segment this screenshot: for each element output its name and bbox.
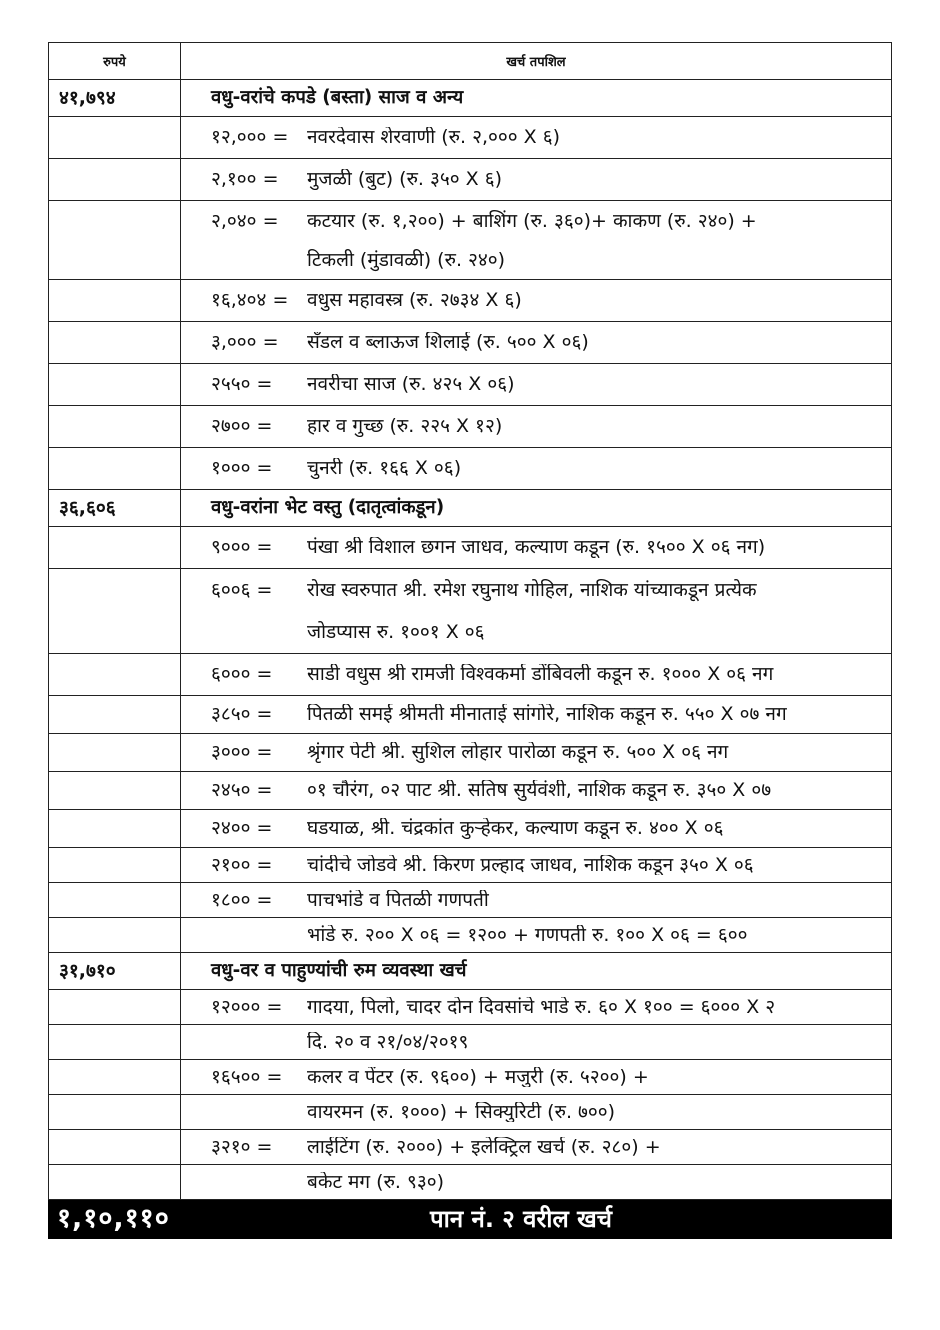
table-row xyxy=(49,772,892,810)
item-amount: २,०४० = xyxy=(211,209,279,232)
item-desc: कटयार (रु. १,२००) + बाशिंग (रु. ३६०)+ काकण (रु. २४०) + xyxy=(307,209,757,232)
table-row xyxy=(49,734,892,772)
item-amount: ३८५० = xyxy=(211,704,273,725)
item-desc-continued: भांडे रु. २०० X ०६ = १२०० + गणपती रु. १०० X ०६ = ६०० xyxy=(307,924,748,946)
item-amount: ३००० = xyxy=(211,742,273,763)
item-amount: ३२१० = xyxy=(211,1136,273,1158)
grand-total-label: पान नं. २ वरील खर्च xyxy=(181,1200,892,1239)
section-title: वधु-वर व पाहुण्यांची रुम व्यवस्था खर्च xyxy=(181,953,892,990)
table-row xyxy=(49,883,892,918)
item-amount: ९००० = xyxy=(211,537,273,558)
item-amount: ३,००० = xyxy=(211,332,279,353)
item-desc-continued: दि. २० व २१/०४/२०१९ xyxy=(307,1031,469,1053)
item-desc-continued: टिकली (मुंडावळी) (रु. २४०) xyxy=(307,248,506,271)
item-amount: २१०० = xyxy=(211,854,273,876)
item-amount: २४५० = xyxy=(211,780,273,801)
table-row xyxy=(49,1060,892,1095)
expense-table xyxy=(48,42,892,1239)
item-desc-continued: बकेट मग (रु. ९३०) xyxy=(307,1171,445,1193)
section-total: ४१,७९४ xyxy=(49,80,181,117)
item-desc: ०१ चौरंग, ०२ पाट श्री. सतिष सुर्यवंशी, नाशिक कडून रु. ३५० X ०७ xyxy=(307,780,772,801)
item-amount: १६,४०४ = xyxy=(211,290,289,311)
grand-total-amount: १,१०,११० xyxy=(49,1200,181,1239)
table-row xyxy=(49,448,892,490)
item-desc: पितळी समई श्रीमती मीनाताई सांगोरे, नाशिक कडून रु. ५५० X ०७ नग xyxy=(307,704,787,725)
table-row xyxy=(49,527,892,569)
grand-total-row xyxy=(49,1200,892,1239)
item-amount: २,१०० = xyxy=(211,169,279,190)
expense-sheet xyxy=(48,42,891,1239)
section-total: ३६,६०६ xyxy=(49,490,181,527)
item-amount: ६००० = xyxy=(211,664,273,685)
item-desc: लाईटिंग (रु. २०००) + इलेक्ट्रिल खर्च (रु. २८०) + xyxy=(307,1136,661,1158)
table-row xyxy=(49,1095,892,1130)
table-row xyxy=(49,1130,892,1165)
section-total: ३१,७१० xyxy=(49,953,181,990)
table-row xyxy=(49,848,892,883)
item-amount: १८०० = xyxy=(211,889,273,911)
table-row xyxy=(49,918,892,953)
item-desc: वधुस महावस्त्र (रु. २७३४ X ६) xyxy=(307,290,522,311)
item-desc: रोख स्वरुपात श्री. रमेश रघुनाथ गोहिल, नाशिक यांच्याकडून प्रत्येक xyxy=(307,578,757,601)
item-amount: १२००० = xyxy=(211,996,283,1018)
item-desc: नवरीचा साज (रु. ४२५ X ०६) xyxy=(307,374,515,395)
section-title: वधु-वरांचे कपडे (बस्ता) साज व अन्य xyxy=(181,80,892,117)
item-desc: चांदीचे जोडवे श्री. किरण प्रल्हाद जाधव, नाशिक कडून ३५० X ०६ xyxy=(307,854,754,876)
item-desc: घडयाळ, श्री. चंद्रकांत कुऱ्हेकर, कल्याण कडून रु. ४०० X ०६ xyxy=(307,818,724,839)
item-desc: सँडल व ब्लाऊज शिलाई (रु. ५०० X ०६) xyxy=(307,332,589,353)
item-desc: पाचभांडे व पितळी गणपती xyxy=(307,889,489,911)
header-amount: रुपये xyxy=(49,43,181,80)
section-title: वधु-वरांना भेट वस्तु (दातृत्वांकडून) xyxy=(181,490,892,527)
item-desc: मुजळी (बुट) (रु. ३५० X ६) xyxy=(307,169,503,190)
item-desc: नवरदेवास शेरवाणी (रु. २,००० X ६) xyxy=(307,127,561,148)
table-row xyxy=(49,364,892,406)
item-desc: कलर व पेंटर (रु. ९६००) + मजुरी (रु. ५२००) + xyxy=(307,1066,649,1088)
section-heading-row xyxy=(49,490,892,527)
item-desc: चुनरी (रु. १६६ X ०६) xyxy=(307,458,462,479)
item-desc: हार व गुच्छ (रु. २२५ X १२) xyxy=(307,416,503,437)
table-row xyxy=(49,696,892,734)
table-row xyxy=(49,1165,892,1200)
table-row xyxy=(49,280,892,322)
table-row xyxy=(49,569,892,654)
item-desc: पंखा श्री विशाल छगन जाधव, कल्याण कडून (रु. १५०० X ०६ नग) xyxy=(307,537,766,558)
table-row xyxy=(49,1025,892,1060)
item-desc-continued: जोडप्यास रु. १००१ X ०६ xyxy=(307,620,485,643)
item-amount: २५५० = xyxy=(211,374,273,395)
table-row xyxy=(49,322,892,364)
item-desc: गादया, पिलो, चादर दोन दिवसांचे भाडे रु. ६० X १०० = ६००० X २ xyxy=(307,996,776,1018)
item-amount: ६००६ = xyxy=(211,578,273,601)
header-details: खर्च तपशिल xyxy=(181,43,892,80)
item-amount: २७०० = xyxy=(211,416,273,437)
table-row xyxy=(49,159,892,201)
item-amount: १००० = xyxy=(211,458,273,479)
table-row xyxy=(49,654,892,696)
table-header-row xyxy=(49,43,892,80)
section-heading-row xyxy=(49,80,892,117)
item-amount: १२,००० = xyxy=(211,127,289,148)
item-amount: २४०० = xyxy=(211,818,273,839)
table-row xyxy=(49,810,892,848)
table-row xyxy=(49,117,892,159)
item-desc-continued: वायरमन (रु. १०००) + सिक्युरिटी (रु. ७००) xyxy=(307,1101,616,1123)
table-row xyxy=(49,201,892,280)
item-desc: साडी वधुस श्री रामजी विश्वकर्मा डोंबिवली कडून रु. १००० X ०६ नग xyxy=(307,664,774,685)
section-heading-row xyxy=(49,953,892,990)
item-desc: श्रृंगार पेटी श्री. सुशिल लोहार पारोळा कडून रु. ५०० X ०६ नग xyxy=(307,742,729,763)
table-row xyxy=(49,406,892,448)
table-row xyxy=(49,990,892,1025)
item-amount: १६५०० = xyxy=(211,1066,283,1088)
